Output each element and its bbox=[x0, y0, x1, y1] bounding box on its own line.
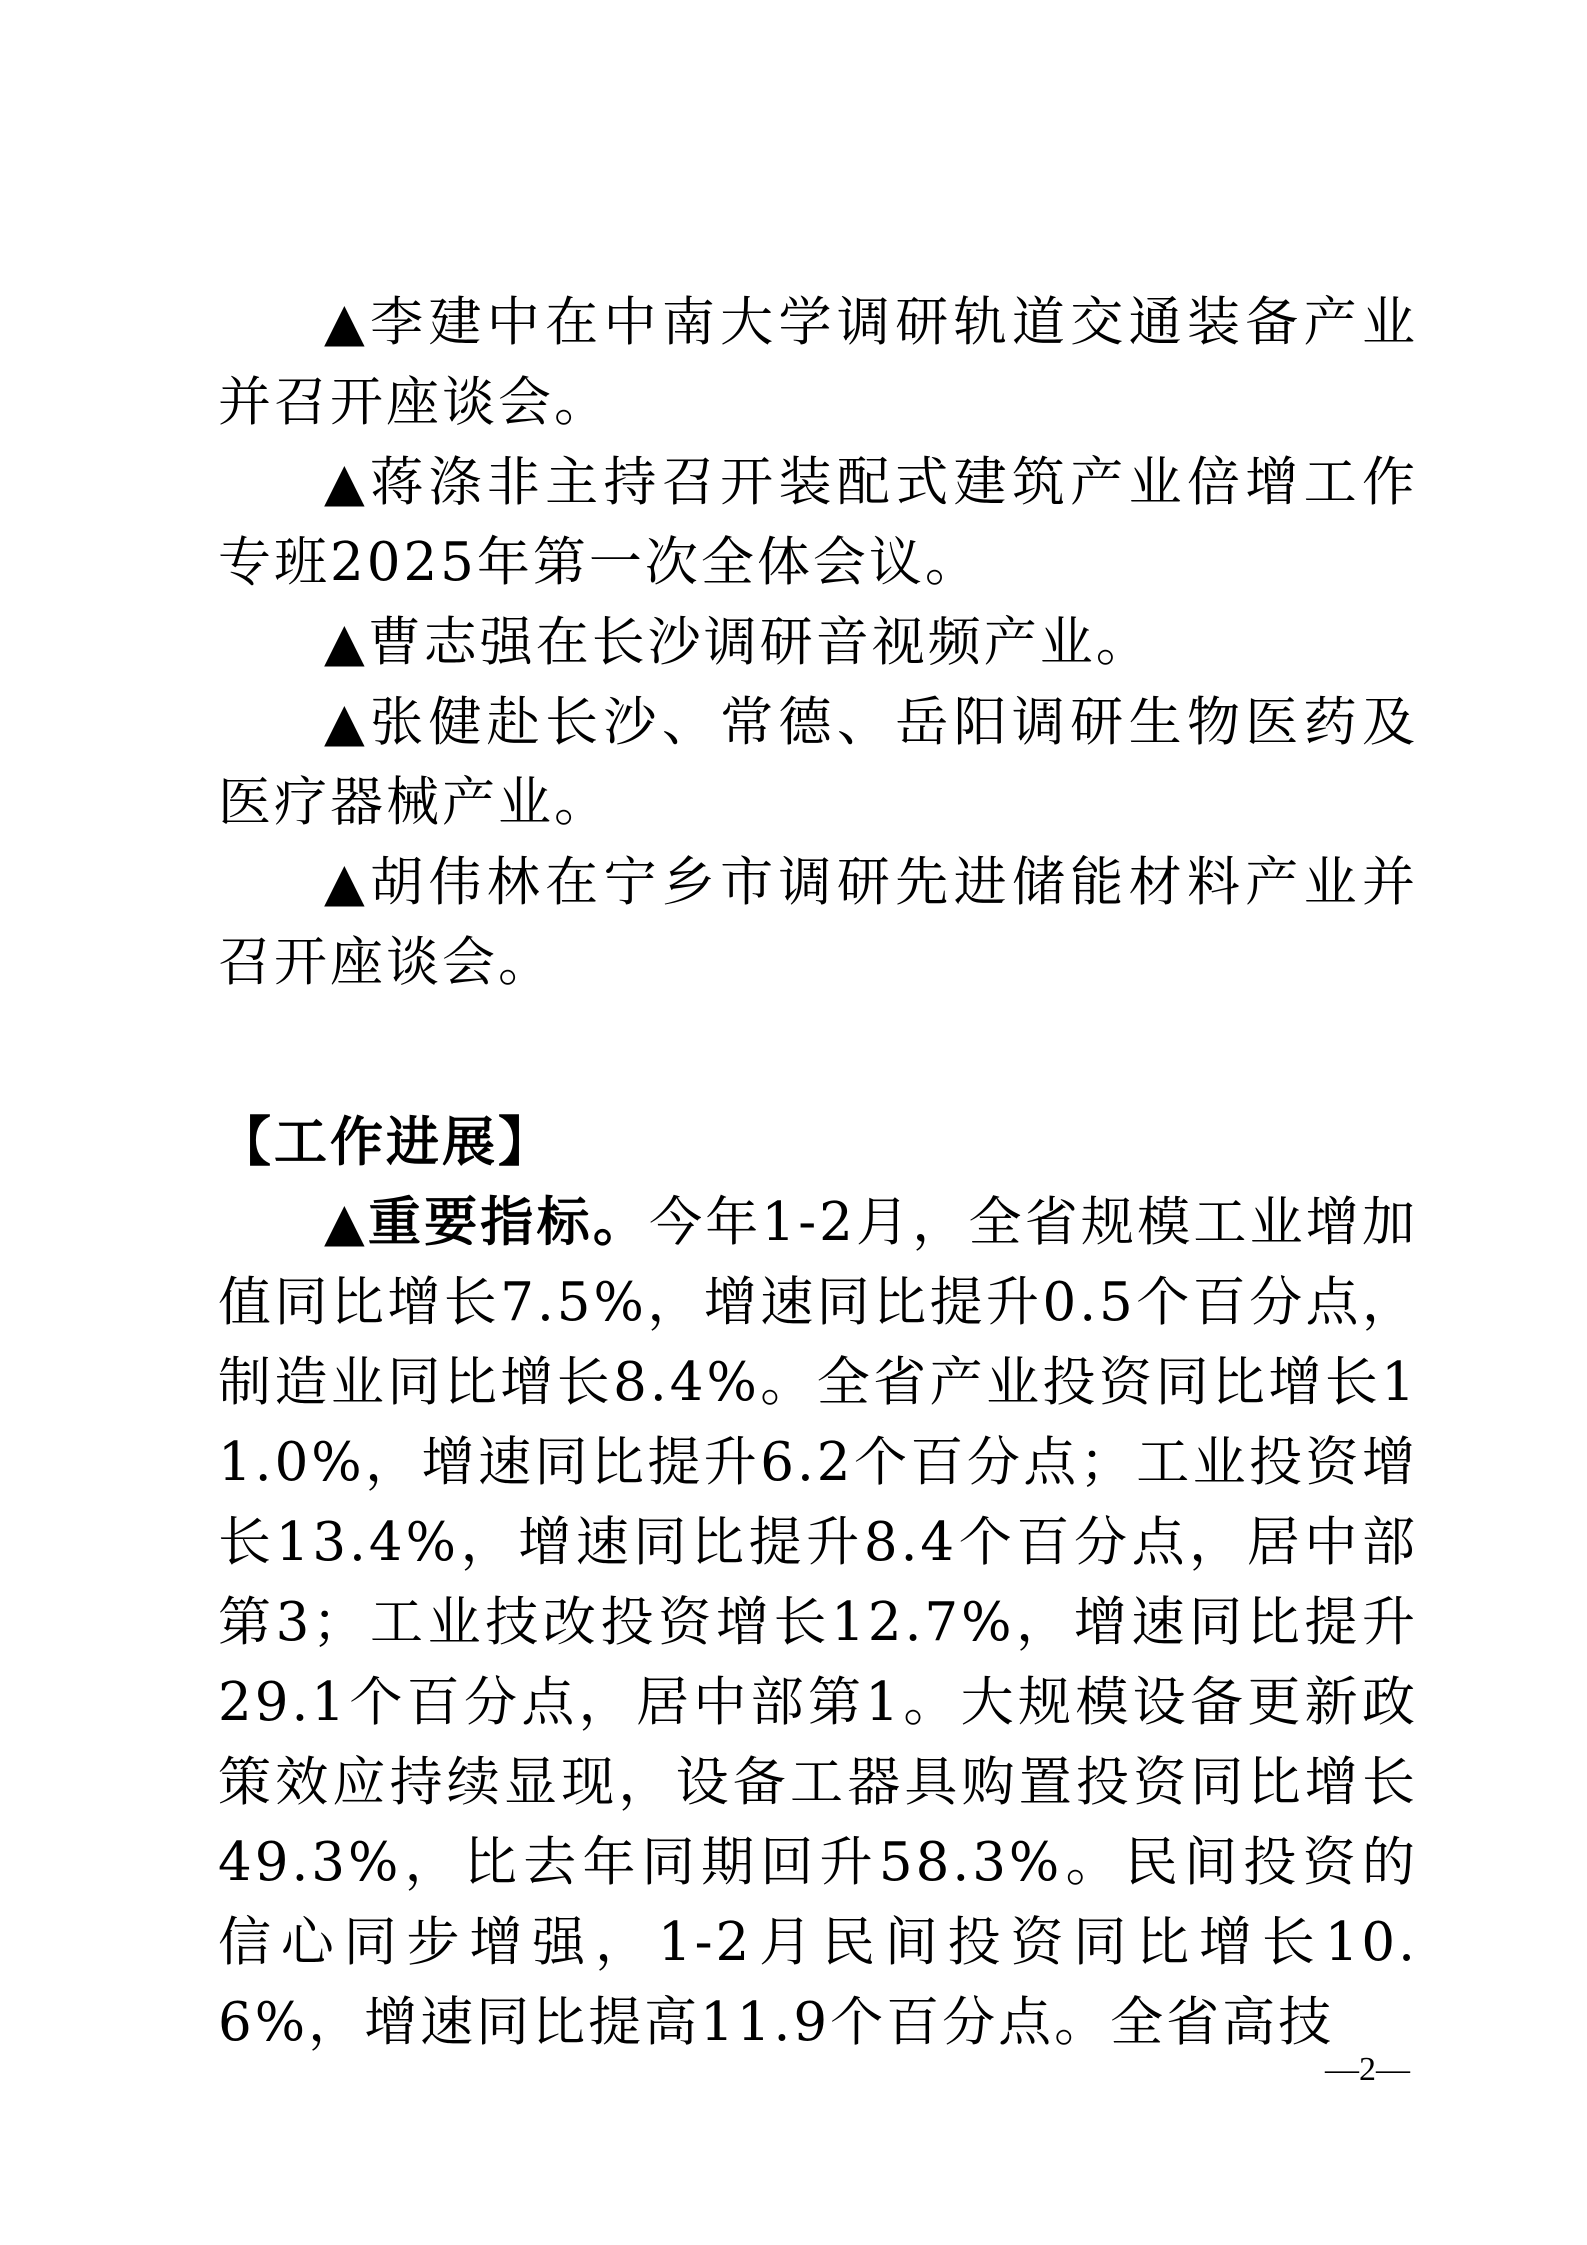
item-jiangdifei: ▲蒋涤非主持召开装配式建筑产业倍增工作专班2025年第一次全体会议。 bbox=[218, 452, 1418, 593]
item-zhangjian: ▲张健赴长沙、常德、岳阳调研生物医药及医疗器械产业。 bbox=[218, 692, 1418, 833]
page-number: —2— bbox=[1325, 2051, 1410, 2088]
item-lijianzhong: ▲李建中在中南大学调研轨道交通装备产业并召开座谈会。 bbox=[218, 292, 1418, 433]
item-caozhiqiang: ▲曹志强在长沙调研音视频产业。 bbox=[324, 612, 1152, 673]
key-indicators-paragraph bbox=[218, 1183, 1418, 2063]
item-huweilin: ▲胡伟林在宁乡市调研先进储能材料产业并召开座谈会。 bbox=[218, 852, 1418, 993]
key-indicators-body: 今年1-2月，全省规模工业增加值同比增长7.5%，增速同比提升0.5个百分点，制造业同比增长8.4%。全省产业投资同比增长11.0%，增速同比提升6.2个百分点；工业投资增长13.4%，增速同比提升8.4个百分点，居中部第3；工业技改投资增长12.7%，增速同比提升29.1个百分点，居中部第1。大规模设备更新政策效应持续显现，设备工器具购置投资同比增长49.3%，比去年同期回升58.3%。民间投资的信心同步增强，1-2月民间投资同比增长10.6%，增速同比提高11.9个百分点。全省高技 bbox=[218, 1192, 1418, 2053]
key-indicators-lead: ▲重要指标。 bbox=[324, 1192, 650, 1253]
document-body bbox=[218, 283, 1418, 2063]
section-title: 【工作进展】 bbox=[218, 1112, 554, 1173]
